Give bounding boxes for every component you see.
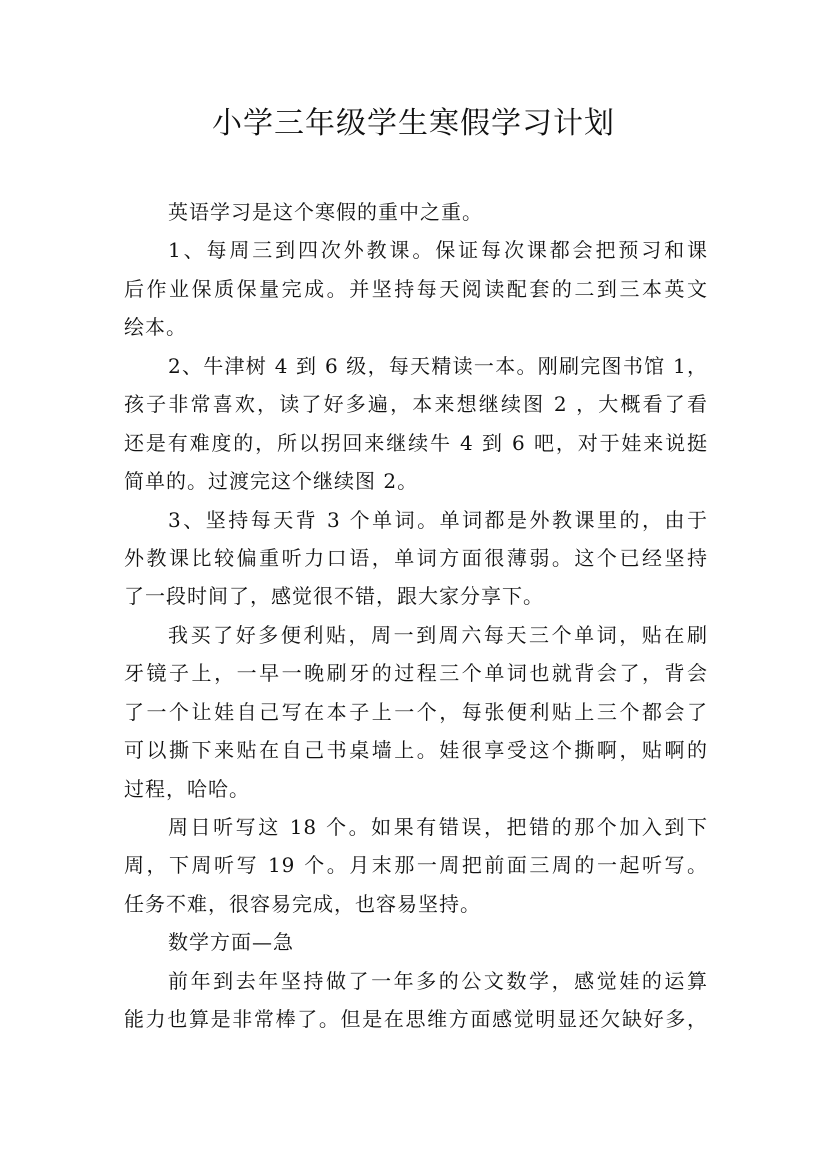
text-line: 2、牛津树 4 到 6 级，每天精读一本。刚刷完图书馆 1，	[168, 353, 708, 378]
text-line: 英语学习是这个寒假的重中之重。	[168, 200, 483, 224]
text-line: 过程，哈哈。	[124, 776, 250, 801]
text-line: 我买了好多便利贴，周一到周六每天三个单词，贴在刷	[168, 622, 708, 647]
text-line: 周日听写这 18 个。如果有错误，把错的那个加入到下	[168, 815, 708, 839]
text-line: 简单的。过渡完这个继续图 2。	[124, 469, 419, 494]
text-line: 牙镜子上，一早一晚刷牙的过程三个单词也就背会了，背会	[124, 661, 708, 686]
text-line: 1、每周三到四次外教课。保证每次课都会把预习和课	[168, 238, 708, 263]
text-line: 绘本。	[124, 315, 187, 340]
text-line: 了一个让娃自己写在本子上一个，每张便利贴上三个都会了	[124, 699, 708, 724]
document-body	[124, 193, 708, 1039]
text-line: 任务不难，很容易完成，也容易坚持。	[124, 891, 481, 916]
text-line: 3、坚持每天背 3 个单词。单词都是外教课里的，由于	[168, 507, 708, 532]
text-line: 了一段时间了，感觉很不错，跟大家分享下。	[124, 584, 544, 609]
text-line: 可以撕下来贴在自己书桌墙上。娃很享受这个撕啊，贴啊的	[124, 738, 708, 763]
text-line: 后作业保质保量完成。并坚持每天阅读配套的二到三本英文	[124, 276, 708, 301]
text-line: 孩子非常喜欢，读了好多遍，本来想继续图 2 ，大概看了看	[124, 392, 708, 417]
text-line: 能力也算是非常棒了。但是在思维方面感觉明显还欠缺好多，	[124, 1007, 708, 1032]
text-line: 还是有难度的，所以拐回来继续牛 4 到 6 吧，对于娃来说挺	[124, 430, 708, 455]
text-line: 前年到去年坚持做了一年多的公文数学，感觉娃的运算	[168, 968, 708, 993]
text-line: 数学方面—急	[168, 930, 294, 955]
page-title: 小学三年级学生寒假学习计划	[212, 106, 615, 141]
text-line: 周，下周听写 19 个。月末那一周把前面三周的一起听写。	[124, 853, 708, 878]
text-line: 外教课比较偏重听力口语，单词方面很薄弱。这个已经坚持	[124, 545, 708, 570]
